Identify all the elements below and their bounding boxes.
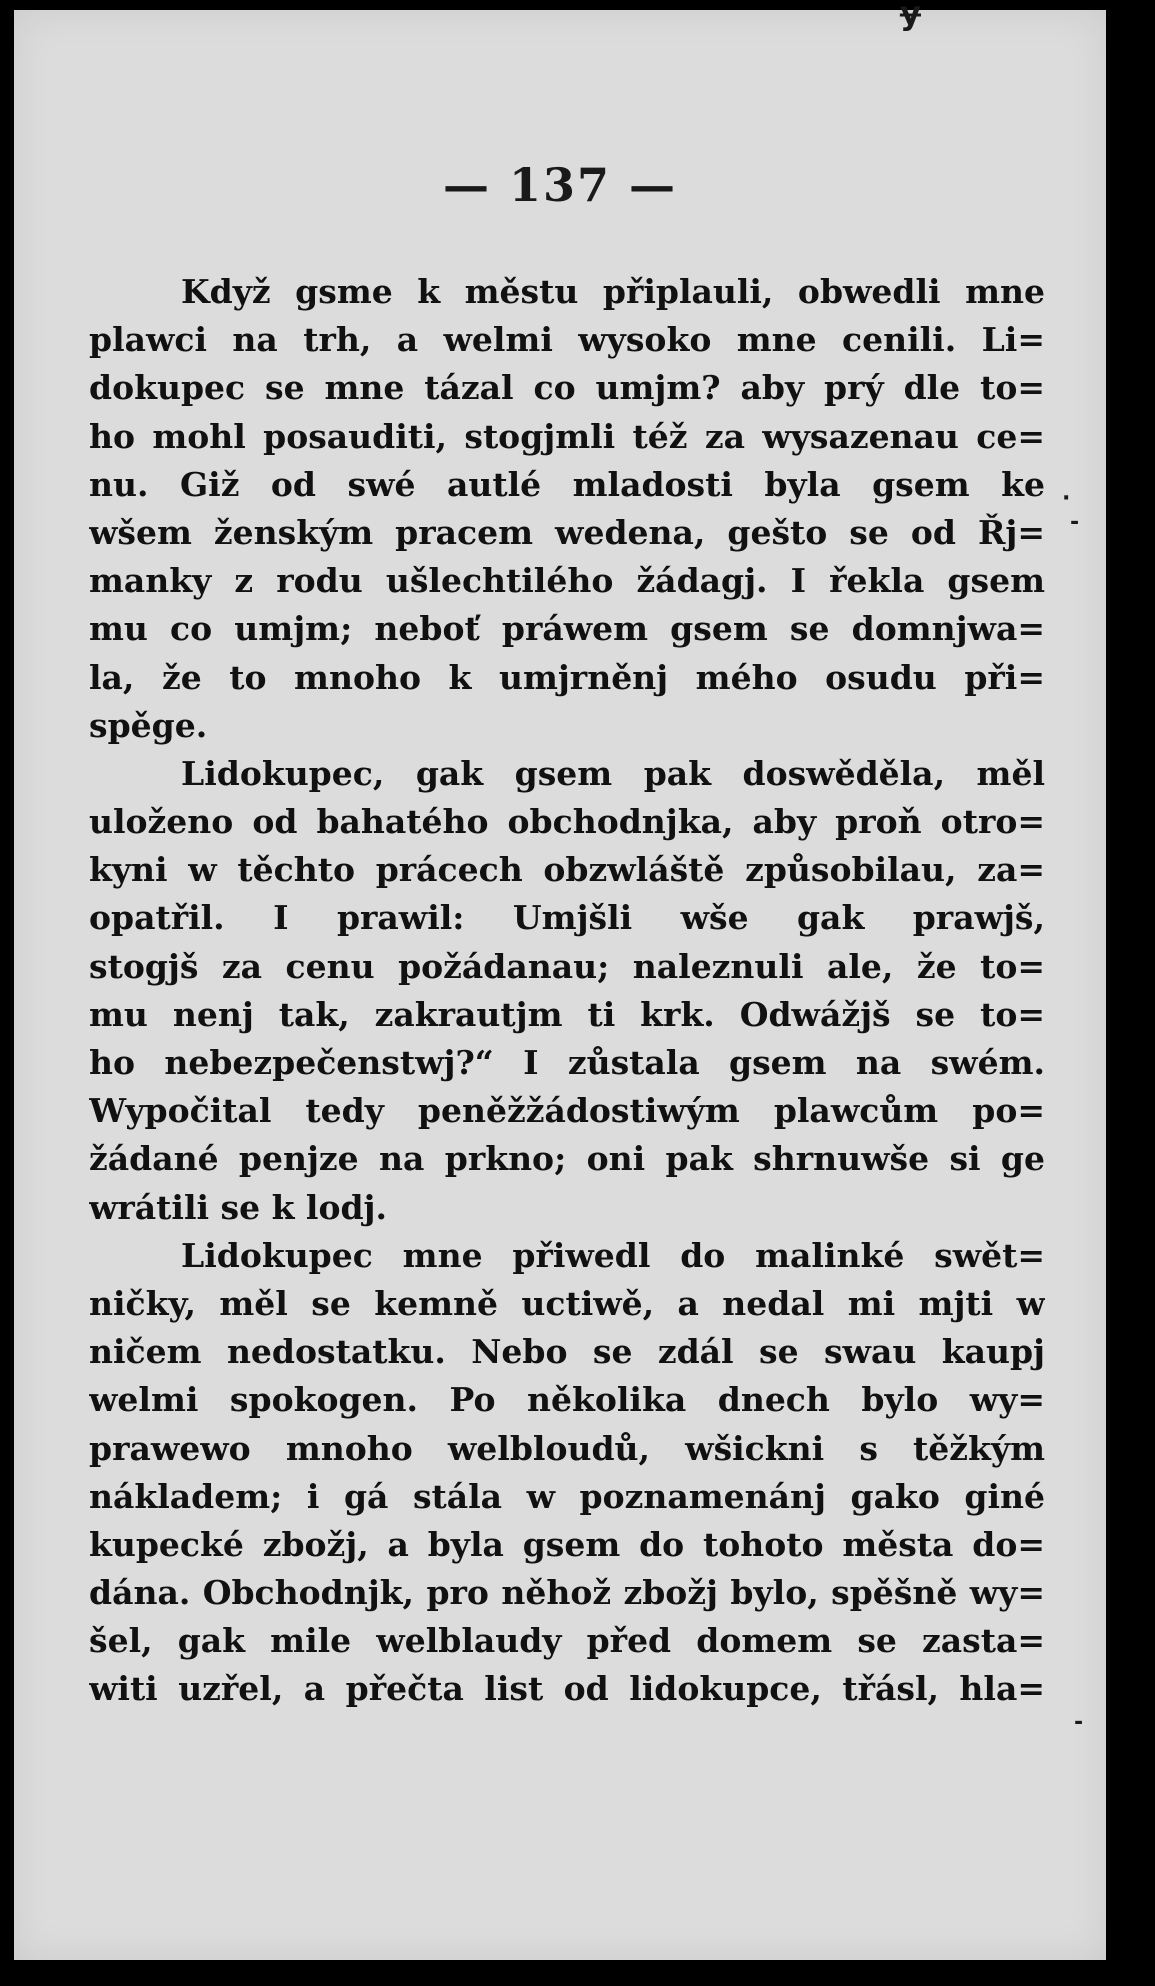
text-line: dána. Obchodnjk, pro něhož zbožj bylo, spěšně wy=: [89, 1573, 1045, 1613]
text-line: stogjš za cenu požádanau; naleznuli ale, že to=: [89, 946, 1045, 986]
text-line: žádané penjze na prkno; oni pak shrnuwše si ge: [89, 1139, 1045, 1179]
corner-mark: ɏ: [900, 0, 921, 32]
text-line: ho nebezpečenstwj?“ I zůstala gsem na swém.: [89, 1043, 1045, 1082]
text-line: šel, gak mile welblaudy před domem se zasta=: [89, 1621, 1045, 1661]
text-line: ničem nedostatku. Nebo se zdál se swau kaupj: [89, 1332, 1045, 1372]
text-line: la, že to mnoho k umjrněnj mého osudu při=: [89, 657, 1045, 697]
text-line: nákladem; i gá stála w poznamenánj gako giné: [89, 1476, 1045, 1516]
text-line: uloženo od bahatého obchodnjka, aby proň otro=: [89, 802, 1045, 842]
text-line: mu nenj tak, zakrautjm ti krk. Odwážjš se to=: [89, 994, 1045, 1034]
text-line: kyni w těchto prácech obzwláště způsobilau, za=: [89, 850, 1045, 890]
text-line: kupecké zbožj, a byla gsem do tohoto města do=: [89, 1524, 1045, 1564]
edge-mark: -: [1070, 510, 1080, 535]
text-line: opatřil. I prawil: Umjšli wše gak prawjš,: [89, 898, 1045, 938]
text-line: witi uzřel, a přečta list od lidokupce, třásl, hla=: [89, 1669, 1045, 1709]
text-line: ničky, měl se kemně uctiwě, a nedal mi mjti w: [89, 1283, 1045, 1323]
text-line: mu co umjm; neboť práwem gsem se domnjwa=: [89, 609, 1045, 649]
edge-mark: -: [1074, 1710, 1084, 1735]
text-line: Když gsme k městu připlauli, obwedli mne: [181, 272, 1045, 311]
text-line: nu. Giž od swé autlé mladosti byla gsem ke: [89, 464, 1045, 504]
text-line: wrátili se k lodj.: [89, 1187, 387, 1227]
text-line: prawewo mnoho welbloudů, wšickni s těžkým: [89, 1428, 1045, 1468]
book-page: [14, 0, 1106, 1960]
text-line: welmi spokogen. Po několika dnech bylo wy=: [89, 1380, 1045, 1420]
text-line: plawci na trh, a welmi wysoko mne cenili. Li=: [89, 320, 1045, 360]
text-line: Lidokupec mne přiwedl do malinké swět=: [181, 1235, 1045, 1275]
text-line: manky z rodu ušlechtilého žádagj. I řekla gsem: [89, 561, 1045, 601]
text-line: spěge.: [89, 705, 208, 745]
text-line: wšem ženským pracem wedena, gešto se od Řj=: [89, 512, 1045, 552]
text-line: Wypočital tedy peněžžádostiwým plawcům po=: [89, 1091, 1045, 1131]
text-line: dokupec se mne tázal co umjm? aby prý dle to=: [89, 368, 1045, 408]
text-line: Lidokupec, gak gsem pak doswěděla, měl: [181, 753, 1045, 793]
text-line: ho mohl posauditi, stogjmli též za wysazenau ce=: [89, 416, 1045, 456]
edge-mark: ·: [1062, 486, 1071, 511]
page-number: — 137 —: [442, 158, 678, 212]
body-text: [89, 268, 1045, 1714]
